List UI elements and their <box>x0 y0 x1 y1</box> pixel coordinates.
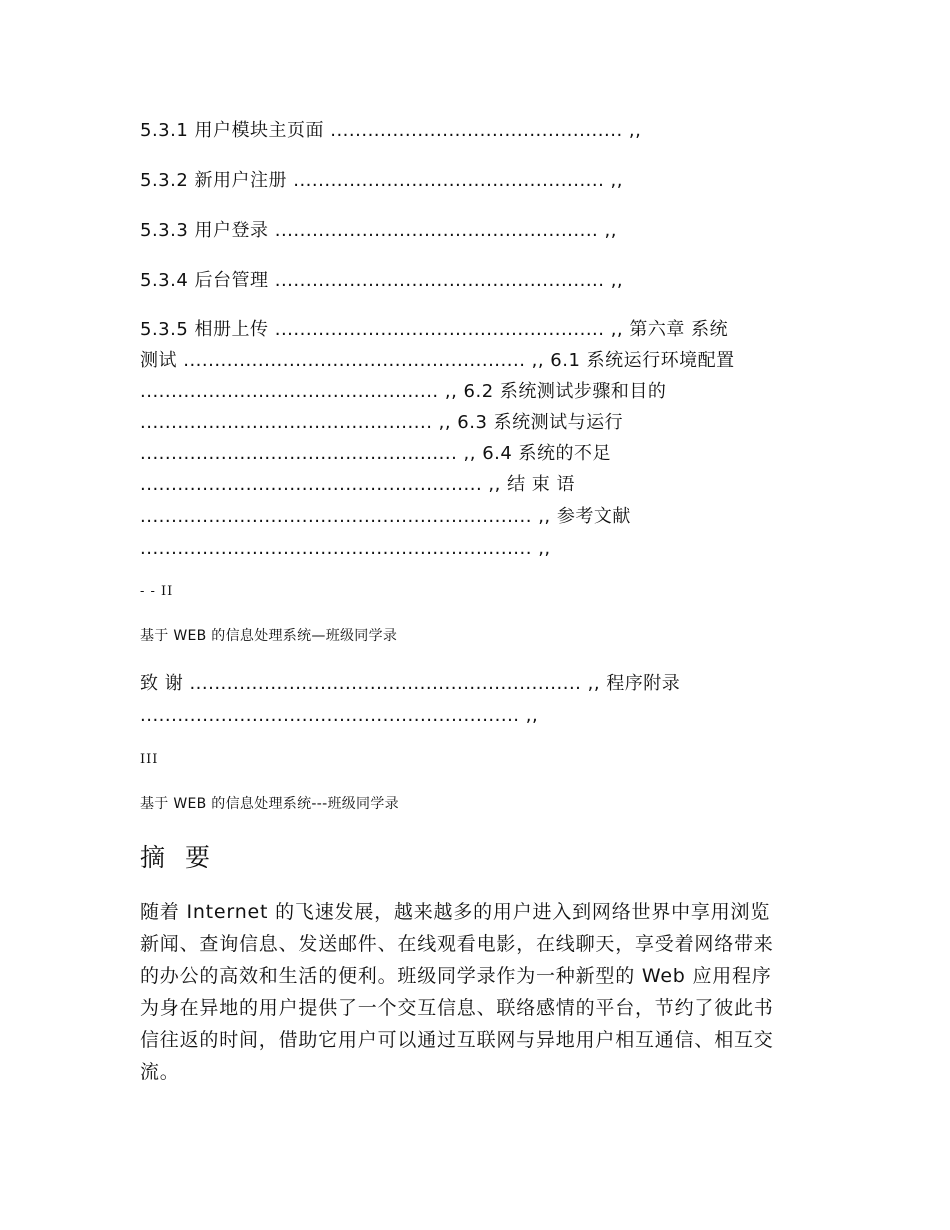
running-header-2: 基于 WEB 的信息处理系统---班级同学录 <box>140 796 399 812</box>
abstract-heading: 摘 要 <box>140 843 216 872</box>
toc-entry-acknowledgements: 致 谢 ............................................................... ,, 程序附录 <box>140 673 681 694</box>
toc-entry-appendix-page: ............................................................. ,, <box>140 705 539 726</box>
toc-entry-references-page: ............................................................... ,, <box>140 538 551 559</box>
toc-entry-6-2: ................................................ ,, 6.2 系统测试步骤和目的 <box>140 381 667 402</box>
toc-entry-5-3-5: 5.3.5 相册上传 ..................................................... ,, 第六章 系统 <box>140 319 729 340</box>
abstract-line-2: 新闻、查询信息、发送邮件、在线观看电影，在线聊天，享受着网络带来 <box>140 933 774 955</box>
toc-entry-5-3-4: 5.3.4 后台管理 ..................................................... ,, <box>140 270 624 291</box>
abstract-line-4: 为身在异地的用户提供了一个交互信息、联络感情的平台，节约了彼此书 <box>140 997 774 1019</box>
toc-entry-6-3: ............................................... ,, 6.3 系统测试与运行 <box>140 412 624 433</box>
toc-entry-references: ............................................................... ,, 参考文献 <box>140 506 631 527</box>
toc-entry-6-1: 测试 ....................................................... ,, 6.1 系统运行环境配置 <box>140 350 735 371</box>
abstract-line-1: 随着 Internet 的飞速发展，越来越多的用户进入到网络世界中享用浏览 <box>140 901 771 923</box>
toc-entry-5-3-1: 5.3.1 用户模块主页面 ............................................... ,, <box>140 120 642 141</box>
abstract-line-5: 信往返的时间，借助它用户可以通过互联网与异地用户相互通信、相互交 <box>140 1029 774 1051</box>
toc-entry-5-3-2: 5.3.2 新用户注册 .................................................. ,, <box>140 170 623 191</box>
page-number-iii: III <box>140 752 159 767</box>
running-header-1: 基于 WEB 的信息处理系统—班级同学录 <box>140 628 398 644</box>
toc-entry-conclusion: ....................................................... ,, 结 束 语 <box>140 474 576 495</box>
toc-entry-6-4: ................................................... ,, 6.4 系统的不足 <box>140 443 612 464</box>
abstract-line-6: 流。 <box>140 1061 180 1083</box>
page-number-ii: - - II <box>140 584 174 599</box>
toc-entry-5-3-3: 5.3.3 用户登录 .................................................... ,, <box>140 220 617 241</box>
abstract-line-3: 的办公的高效和生活的便利。班级同学录作为一种新型的 Web 应用程序 <box>140 965 772 987</box>
